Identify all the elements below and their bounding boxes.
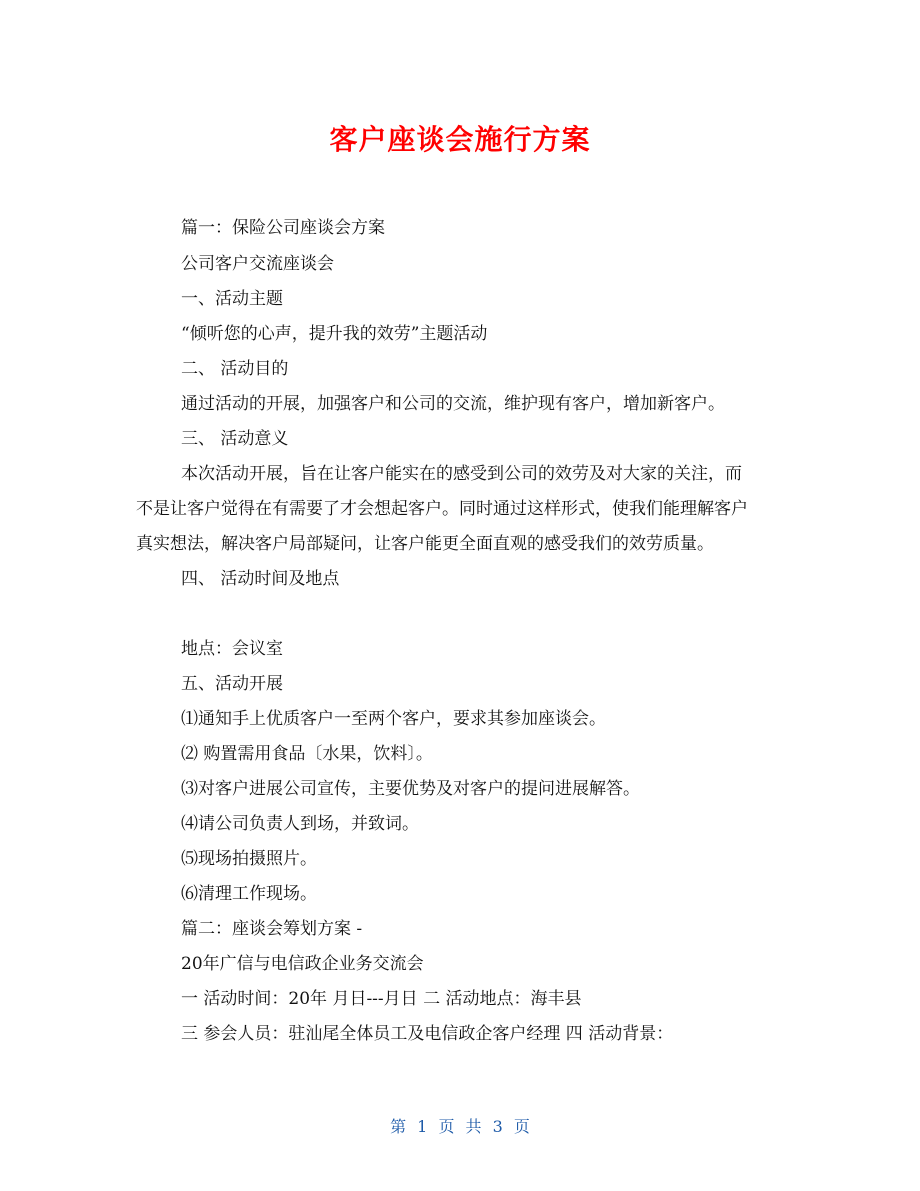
paragraph: 本次活动开展，旨在让客户能实在的感受到公司的效劳及对大家的关注，而: [181, 464, 742, 484]
page-footer: 第 1 页 共 3 页: [390, 1117, 530, 1136]
paragraph: 地点：会议室: [181, 639, 283, 659]
document-title: 客户座谈会施行方案: [329, 123, 591, 156]
section-heading: 篇一：保险公司座谈会方案: [181, 218, 385, 238]
section-heading: 篇二：座谈会筹划方案 -: [181, 919, 363, 939]
section-heading: 四、 活动时间及地点: [181, 569, 340, 589]
section-heading: 二、 活动目的: [181, 359, 289, 379]
subtitle: 公司客户交流座谈会: [181, 254, 334, 274]
section-heading: 一、活动主题: [181, 289, 283, 309]
subtitle: 20年广信与电信政企业务交流会: [181, 954, 424, 974]
paragraph: 一 活动时间：20年 月日---月日 二 活动地点：海丰县: [181, 989, 582, 1009]
paragraph: “倾听您的心声，提升我的效劳”主题活动: [181, 324, 488, 344]
list-item: ⑷请公司负责人到场，并致词。: [181, 814, 419, 834]
list-item: ⑶对客户进展公司宣传，主要优势及对客户的提问进展解答。: [181, 779, 640, 799]
section-heading: 三、 活动意义: [181, 429, 289, 449]
list-item: ⑴通知手上优质客户一至两个客户，要求其参加座谈会。: [181, 709, 606, 729]
list-item: ⑹清理工作现场。: [181, 884, 317, 904]
paragraph: 真实想法，解决客户局部疑问，让客户能更全面直观的感受我们的效劳质量。: [136, 534, 714, 554]
section-heading: 五、活动开展: [181, 674, 283, 694]
list-item: ⑸现场拍摄照片。: [181, 849, 317, 869]
paragraph: 三 参会人员：驻汕尾全体员工及电信政企客户经理 四 活动背景：: [181, 1024, 674, 1044]
list-item: ⑵ 购置需用食品〔水果，饮料〕。: [181, 744, 433, 764]
paragraph: 通过活动的开展，加强客户和公司的交流，维护现有客户，增加新客户。: [181, 394, 725, 414]
paragraph: 不是让客户觉得在有需要了才会想起客户。同时通过这样形式，使我们能理解客户: [136, 499, 748, 519]
